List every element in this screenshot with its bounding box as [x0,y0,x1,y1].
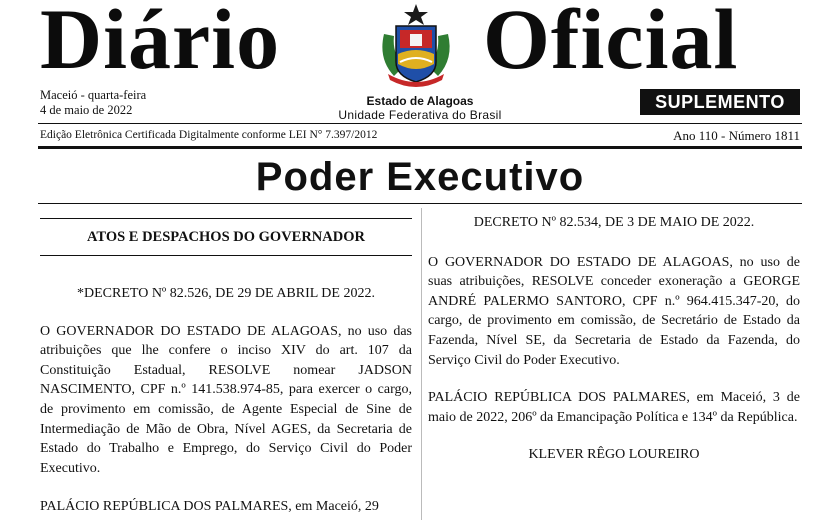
masthead-rule-top [38,123,802,124]
masthead-rule-bottom [38,146,802,149]
federative-unit: Unidade Federativa do Brasil [338,108,502,122]
acts-header: ATOS E DESPACHOS DO GOVERNADOR [40,218,412,256]
issue-date: 4 de maio de 2022 [40,103,133,117]
masthead-title-diario: Diário [40,0,281,87]
supplement-badge: SUPLEMENTO [640,89,800,115]
left-decree-body: O GOVERNADOR DO ESTADO DE ALAGOAS, no uso das atribuições que lhe confere o inciso XIV do art. 107 da Constituição Estadual, RESOLVE nomear JADSON NASCIMENTO, CPF n.º 141.538.974-85, para exercer o cargo, de provimento em comissão, de Agente Especial de Sine de Intermediação de Mão de Obra, Nível AGES, da Secretaria de Estado do Trabalho e Emprego, do Serviço Civil do Poder Executivo. [40,323,412,476]
signature: KLEVER RÊGO LOUREIRO [528,447,700,463]
location-date: Maceió - quarta-feira [40,88,147,102]
left-decree-closing: PALÁCIO REPÚBLICA DOS PALMARES, em Maceió, 29 [40,499,379,515]
column-divider [421,208,422,520]
certification-note: Edição Eletrônica Certificada Digitalmente conforme LEI N° 7.397/2012 [40,129,378,141]
left-decree-title: *DECRETO Nº 82.526, DE 29 DE ABRIL DE 2022. [77,286,375,301]
right-column [428,213,800,465]
section-title: Poder Executivo [255,155,585,199]
right-decree-title: DECRETO Nº 82.534, DE 3 DE MAIO DE 2022. [473,215,755,230]
right-decree-body: O GOVERNADOR DO ESTADO DE ALAGOAS, no uso de suas atribuições, RESOLVE conceder exoneração a GEORGE ANDRÉ PALERMO SANTORO, CPF n.º 964.415.347-20, do cargo, de provimento em comissão, de Secretário de Estado da Fazenda, Nível SE, da Secretaria de Estado da Fazenda, do Serviço Civil do Poder Executivo. [428,254,800,368]
masthead-title-oficial: Oficial [483,0,739,87]
state-name: Estado de Alagoas [366,94,474,108]
alagoas-seal-icon [374,4,458,88]
section-rule [38,203,802,204]
edition-number: Ano 110 - Número 1811 [673,128,800,143]
left-column [40,284,412,517]
right-decree-closing: PALÁCIO REPÚBLICA DOS PALMARES, em Maceió, 3 de maio de 2022, 206º da Emancipação Política e 134º da República. [428,390,800,425]
